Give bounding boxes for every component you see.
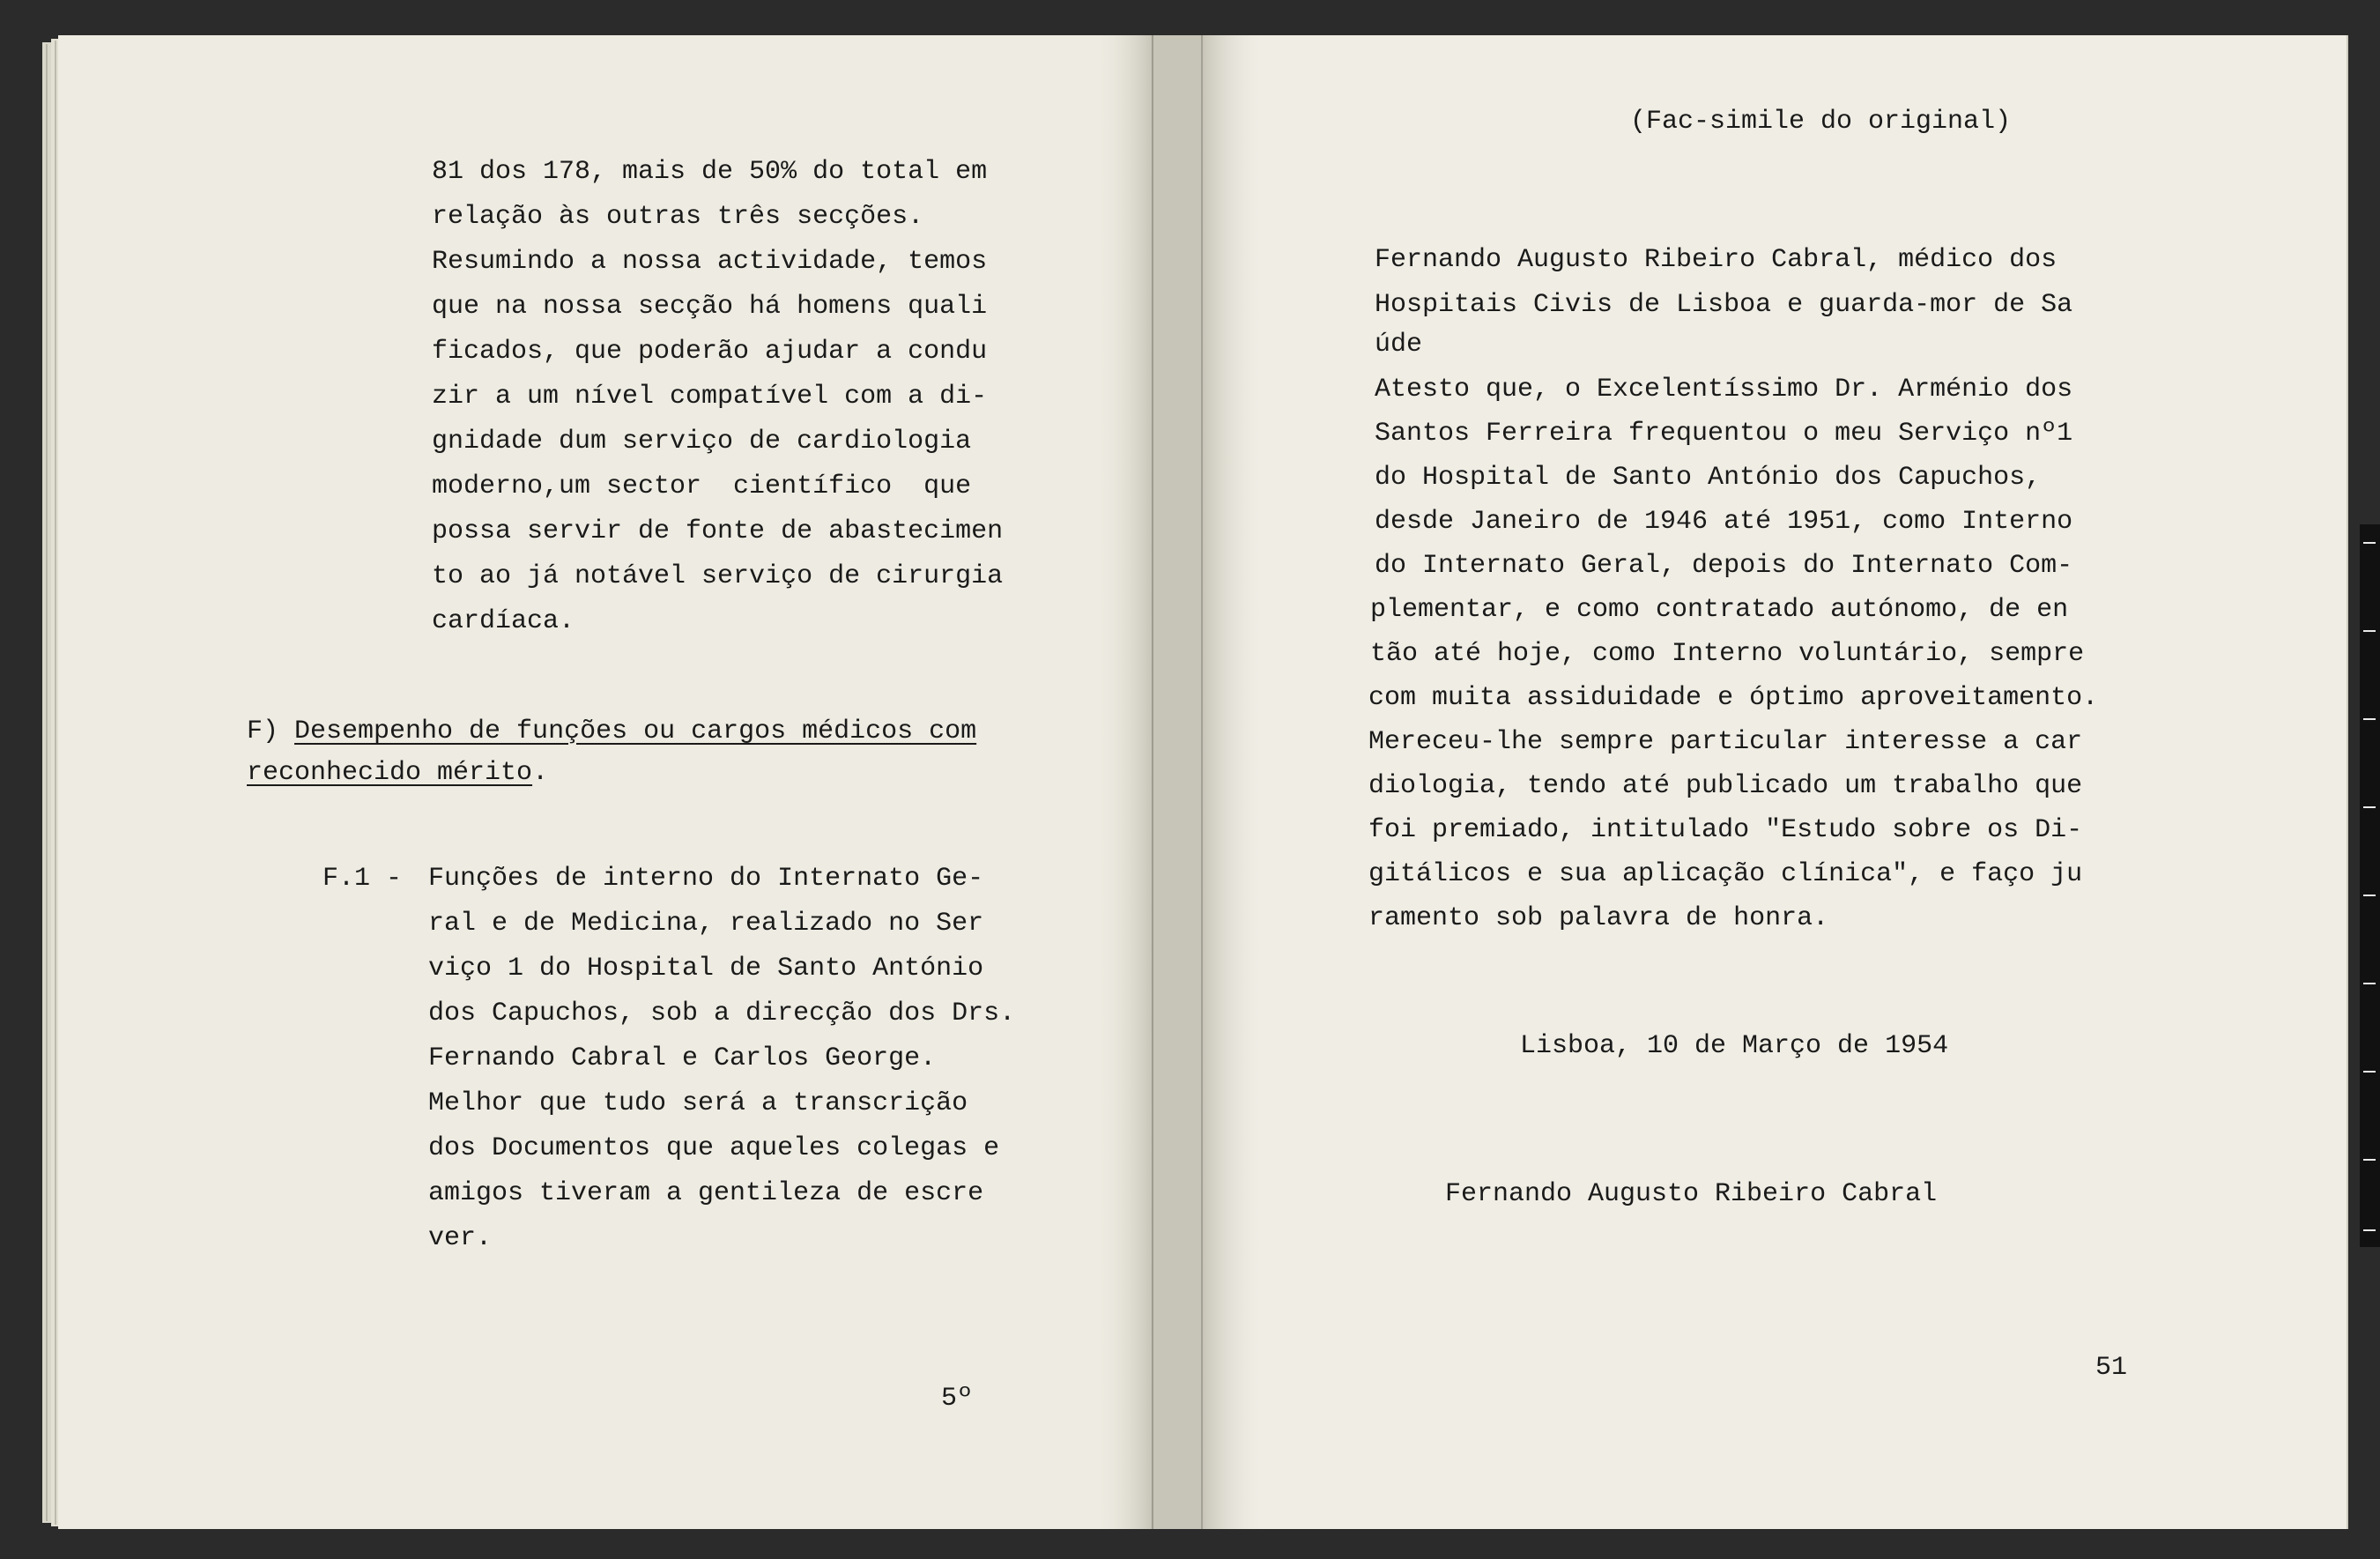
certificate-line: do Internato Geral, depois do Internato Com-	[1375, 551, 2073, 581]
signature-line: Fernando Augusto Ribeiro Cabral	[1445, 1179, 1938, 1209]
body-line: to ao já notável serviço de cirurgia	[432, 561, 1004, 591]
body-line: 81 dos 178, mais de 50% do total em	[432, 157, 988, 187]
certificate-line: gitálicos e sua aplicação clínica", e faço ju	[1368, 859, 2083, 889]
certificate-line: Santos Ferreira frequentou o meu Serviço nº1	[1375, 419, 2073, 449]
certificate-line: plementar, e como contratado autónomo, de en	[1370, 595, 2069, 625]
section-f-title-cont: reconhecido mérito	[247, 758, 533, 788]
body-line: dos Documentos que aqueles colegas e	[428, 1133, 1000, 1163]
certificate-line: Fernando Augusto Ribeiro Cabral, médico dos	[1375, 245, 2057, 275]
body-line: Melhor que tudo será a transcrição	[428, 1088, 968, 1118]
section-f-heading	[247, 718, 976, 745]
body-line: viço 1 do Hospital de Santo António	[428, 954, 984, 984]
left-page	[44, 35, 1150, 1533]
facsimile-header: (Fac-simile do original)	[1630, 107, 2012, 137]
section-f-title: Desempenho de funções ou cargos médicos com	[294, 716, 977, 746]
body-line: zir a um nível compatível com a di-	[432, 382, 988, 412]
certificate-line: diologia, tendo até publicado um trabalho que	[1368, 771, 2083, 801]
body-line: cardíaca.	[432, 606, 575, 636]
right-page	[1203, 35, 2339, 1533]
certificate-line: com muita assiduidade e óptimo aproveitamento.	[1368, 683, 2099, 713]
body-line: ver.	[428, 1223, 493, 1253]
section-f-label: F)	[247, 716, 295, 746]
body-line: Fernando Cabral e Carlos George.	[428, 1043, 937, 1073]
certificate-line: Mereceu-lhe sempre particular interesse a car	[1368, 727, 2083, 757]
f1-label: F.1 -	[323, 864, 419, 894]
scale-ruler	[2360, 524, 2380, 1247]
page-number: 5º	[941, 1384, 974, 1414]
date-line: Lisboa, 10 de Março de 1954	[1520, 1031, 1949, 1061]
body-line: ral e de Medicina, realizado no Ser	[428, 909, 984, 939]
section-f-period: .	[532, 758, 549, 788]
page-number: 51	[2095, 1353, 2128, 1383]
certificate-line: ramento sob palavra de honra.	[1368, 903, 1829, 933]
certificate-line: foi premiado, intitulado "Estudo sobre os Di-	[1368, 815, 2083, 845]
body-line: ficados, que poderão ajudar a condu	[432, 337, 988, 367]
certificate-line: úde	[1375, 330, 1423, 360]
section-f-heading-cont	[247, 760, 548, 786]
certificate-line: do Hospital de Santo António dos Capuchos,	[1375, 463, 2042, 493]
body-line: possa servir de fonte de abastecimen	[432, 516, 1004, 546]
certificate-line: desde Janeiro de 1946 até 1951, como Interno	[1375, 507, 2073, 537]
body-line: que na nossa secção há homens quali	[432, 292, 988, 322]
certificate-line: tão até hoje, como Interno voluntário, sempre	[1370, 639, 2085, 669]
body-line: Funções de interno do Internato Ge-	[428, 864, 984, 894]
body-line: gnidade dum serviço de cardiologia	[432, 427, 972, 457]
body-line: dos Capuchos, sob a direcção dos Drs.	[428, 999, 1016, 1028]
certificate-line: Atesto que, o Excelentíssimo Dr. Arménio dos	[1375, 375, 2073, 405]
body-line: amigos tiveram a gentileza de escre	[428, 1178, 984, 1208]
certificate-line: Hospitais Civis de Lisboa e guarda-mor de Sa	[1375, 290, 2073, 320]
body-line: moderno,um sector científico que	[432, 471, 972, 501]
body-line: relação às outras três secções.	[432, 202, 924, 232]
body-line: Resumindo a nossa actividade, temos	[432, 247, 988, 277]
